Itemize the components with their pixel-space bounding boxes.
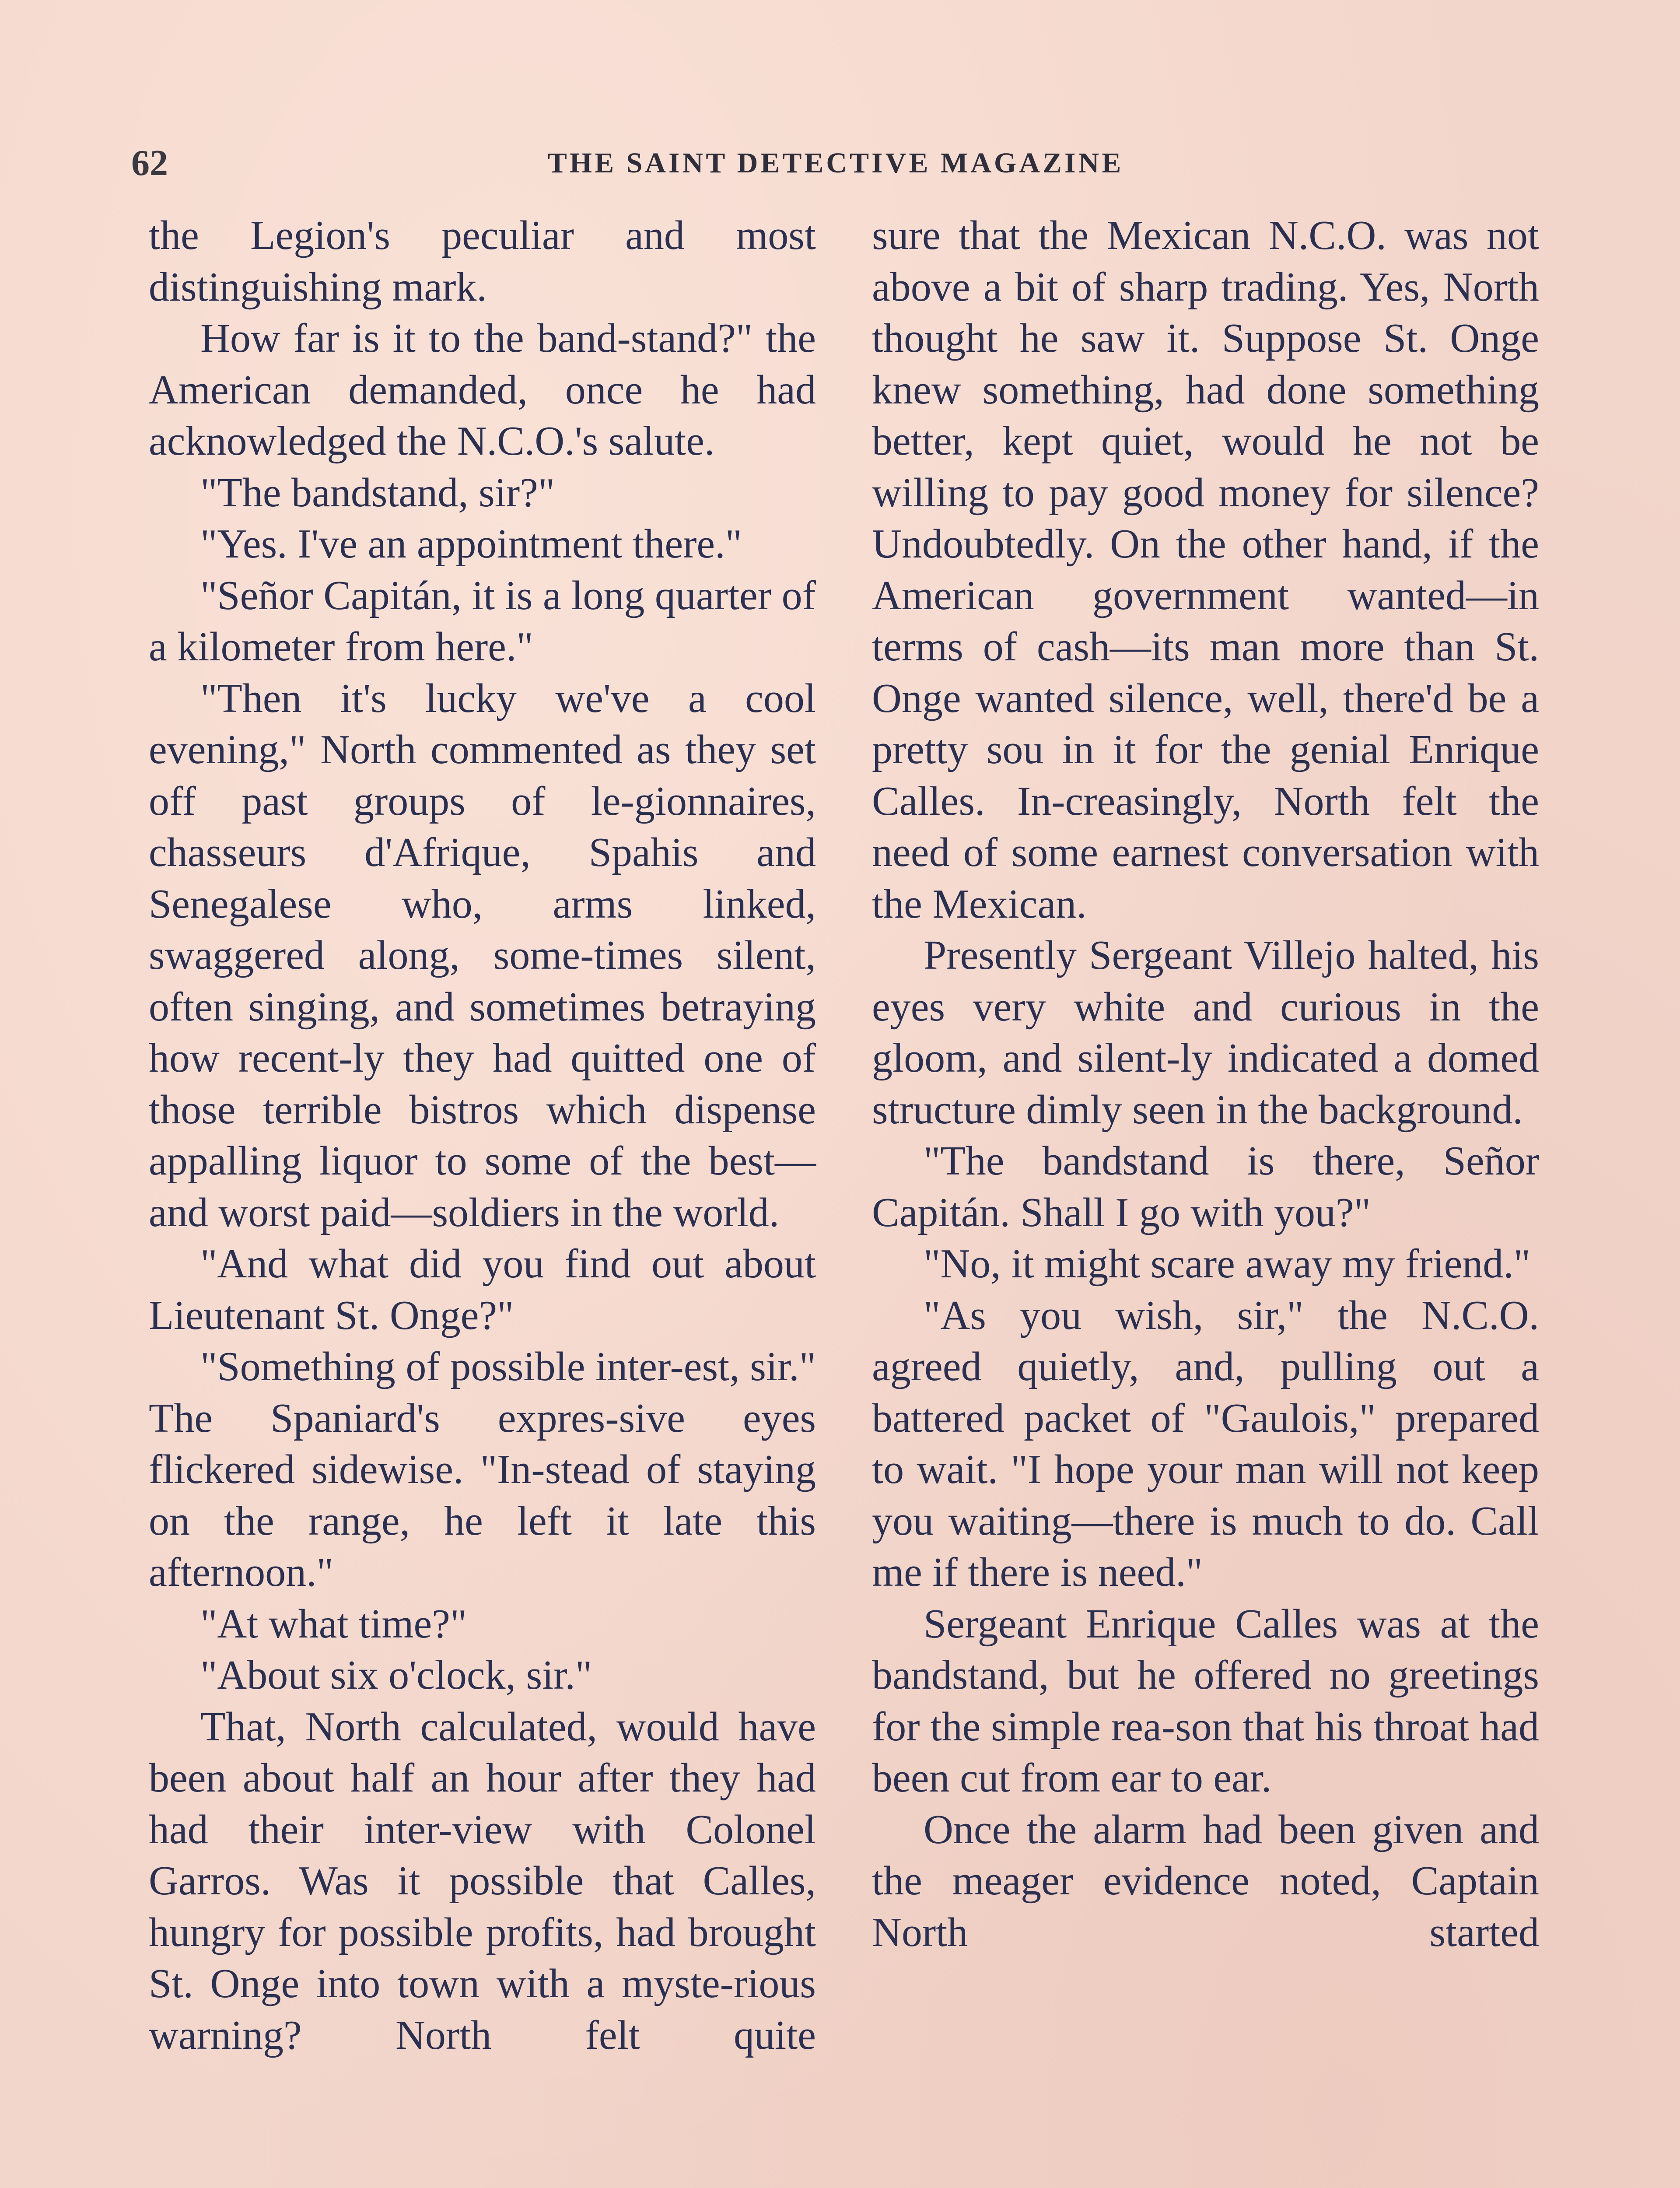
- paragraph: "At what time?": [200, 1601, 467, 1647]
- paragraph: Sergeant Enrique Calles was at the bandstand, but he offered no greetings for the simple rea-son that his throat had been cut from ear to ear.: [872, 1601, 1539, 1801]
- paragraph: "About six o'clock, sir.": [200, 1652, 592, 1698]
- running-head: THE SAINT DETECTIVE MAGAZINE: [547, 147, 1124, 179]
- paragraph: "The bandstand, sir?": [200, 470, 555, 515]
- right-column: [872, 210, 1539, 1958]
- paragraph: the Legion's peculiar and most distinguishing mark.: [149, 213, 816, 310]
- paragraph: "As you wish, sir," the N.C.O. agreed quietly, and, pulling out a battered packet of "Gaulois," prepared to wait. "I hope your man will not keep you waiting—there is much to do. Call me if there is need.": [872, 1292, 1539, 1595]
- paragraph: "And what did you find out about Lieutenant St. Onge?": [149, 1241, 816, 1338]
- page-header: [0, 139, 1680, 187]
- paragraph: Once the alarm had been given and the meager evidence noted, Captain North started: [872, 1806, 1539, 1955]
- paragraph: "Then it's lucky we've a cool evening," North commented as they set off past groups of le-gionnaires, chasseurs d'Afrique, Spahis and Senegalese who, arms linked, swaggered along, some-times silent, often singing, and sometimes betraying how recent-ly they had quitted one of those terrible bistros which dispense appalling liquor to some of the best—and worst paid—soldiers in the world.: [149, 675, 816, 1235]
- paragraph: "Yes. I've an appointment there.": [200, 521, 742, 567]
- paragraph: Presently Sergeant Villejo halted, his eyes very white and curious in the gloom, and silent-ly indicated a domed structure dimly seen in the background.: [872, 933, 1539, 1133]
- paragraph: "Something of possible inter-est, sir." The Spaniard's expres-sive eyes flickered sidewise. "In-stead of staying on the range, he left it late this afternoon.": [149, 1344, 816, 1595]
- page-number: 62: [131, 143, 168, 183]
- paragraph: sure that the Mexican N.C.O. was not above a bit of sharp trading. Yes, North thought he saw it. Suppose St. Onge knew something, had done something better, kept quiet, would he not be willing to pay good money for silence? Undoubtedly. On the other hand, if the American government wanted—in terms of cash—its man more than St. Onge wanted silence, well, there'd be a pretty sou in it for the genial Enrique Calles. In-creasingly, North felt the need of some earnest conversation with the Mexican.: [872, 213, 1539, 927]
- paragraph: "No, it might scare away my friend.": [924, 1241, 1531, 1287]
- left-column: [149, 210, 816, 2061]
- paragraph: "Señor Capitán, it is a long quarter of a kilometer from here.": [149, 572, 816, 670]
- paragraph: How far is it to the band-stand?" the American demanded, once he had acknowledged the N.C.O.'s salute.: [149, 316, 816, 464]
- paragraph: "The bandstand is there, Señor Capitán. Shall I go with you?": [872, 1138, 1539, 1235]
- paragraph: That, North calculated, would have been about half an hour after they had had their inter-view with Colonel Garros. Was it possible that Calles, hungry for possible profits, had brought St. Onge into town with a myste-rious warning? North felt quite: [149, 1704, 816, 2058]
